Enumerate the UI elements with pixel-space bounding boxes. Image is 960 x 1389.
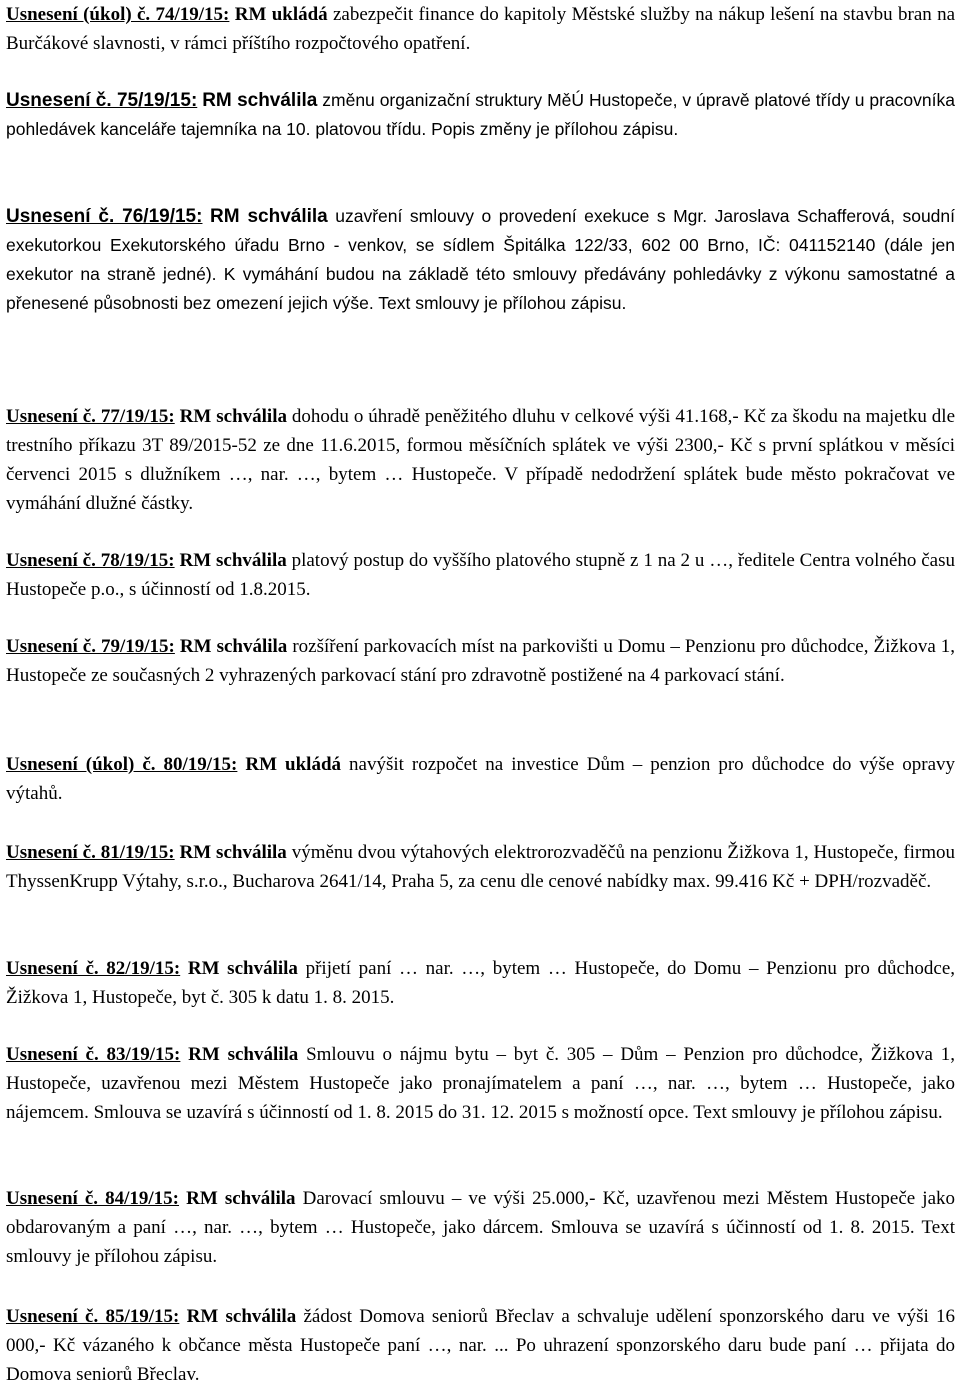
resolution-text: platový postup do vyššího platového stupně z 1 na 2 u …, ředitele Centra volného času Hustopeče p.o., s účinností od 1.8.2015. (6, 550, 956, 600)
resolution-text: uzavření smlouvy o provedení exekuce s Mgr. Jaroslava Schafferová, soudní exekutorkou Exekutorského úřadu Brno - venkov, se sídlem Špitálka 122/33, 602 00 Brno, IČ: 041152140 (dále jen exekutor na straně jedné). K vymáhání budou na základě této smlouvy předávány pohledávky z výkonu samostatné a přenesené působnosti bez omezení jejich výše. Text smlouvy je přílohou zápisu. (6, 206, 956, 313)
resolution-80 (6, 750, 955, 808)
resolution-text: změnu organizační struktury MěÚ Hustopeče, v úpravě platové třídy u pracovníka pohledávek kanceláře tajemníka na 10. platovou třídu. Popis změny je přílohou zápisu. (6, 90, 955, 139)
resolution-action: RM schválila (186, 1188, 296, 1209)
resolution-ref: Usnesení (úkol) č. 80/19/15: (6, 754, 238, 775)
resolution-ref: Usnesení č. 75/19/15: (6, 90, 198, 111)
resolution-74 (6, 0, 955, 58)
resolution-action: RM schválila (186, 1306, 297, 1327)
resolution-action: RM ukládá (245, 754, 342, 775)
resolution-action: RM schválila (179, 550, 287, 571)
resolution-action: RM ukládá (234, 4, 328, 25)
resolution-ref: Usnesení č. 77/19/15: (6, 406, 175, 427)
resolution-action: RM schválila (209, 206, 328, 227)
resolution-text: zabezpečit finance do kapitoly Městské služby na nákup lešení na stavbu bran na Burčákové slavnosti, v rámci příštího rozpočtového opatření. (6, 4, 956, 54)
resolution-action: RM schválila (187, 958, 298, 979)
resolution-action: RM schválila (202, 90, 318, 111)
resolution-81 (6, 838, 955, 896)
resolution-text: výměnu dvou výtahových elektrorozvaděčů na penzionu Žižkova 1, Hustopeče, firmou ThyssenKrupp Výtahy, s.r.o., Bucharova 2641/14, Praha 5, za cenu dle cenové nabídky max. 99.416 Kč + DPH/rozvaděč. (6, 842, 956, 892)
resolution-85 (6, 1302, 955, 1389)
resolution-ref: Usnesení č. 78/19/15: (6, 550, 175, 571)
resolution-action: RM schválila (188, 1044, 299, 1065)
resolution-text: Darovací smlouvu – ve výši 25.000,- Kč, uzavřenou mezi Městem Hustopeče jako obdarovaným a paní …, nar. …, bytem … Hustopeče, jako dárcem. Smlouva se uzavírá s účinností od 1. 8. 2015. Text smlouvy je přílohou zápisu. (6, 1188, 956, 1267)
resolution-77 (6, 402, 955, 518)
resolution-ref: Usnesení (úkol) č. 74/19/15: (6, 4, 230, 25)
resolution-82 (6, 954, 955, 1012)
resolution-78 (6, 546, 955, 604)
resolution-text: žádost Domova seniorů Břeclav a schvaluje udělení sponzorského daru ve výši 16 000,- Kč vázaného k občance města Hustopeče paní …, nar. ... Po uhrazení sponzorského daru bude paní … přijata do Domova seniorů Břeclav. (6, 1306, 956, 1385)
resolution-ref: Usnesení č. 85/19/15: (6, 1306, 180, 1327)
resolution-ref: Usnesení č. 81/19/15: (6, 842, 175, 863)
resolution-action: RM schválila (179, 636, 288, 657)
resolution-ref: Usnesení č. 79/19/15: (6, 636, 175, 657)
resolution-text: rozšíření parkovacích míst na parkovišti u Domu – Penzionu pro důchodce, Žižkova 1, Hustopeče ze současných 2 vyhrazených parkovací stání pro zdravotně postižené na 4 parkovací stání. (6, 636, 956, 686)
resolution-76 (6, 202, 955, 318)
resolution-text: Smlouvu o nájmu bytu – byt č. 305 – Dům – Penzion pro důchodce, Žižkova 1, Hustopeče, uzavřenou mezi Městem Hustopeče jako pronajímatelem a paní …, nar. …, bytem … Hustopeče, jako nájemcem. Smlouva se uzavírá s účinností od 1. 8. 2015 do 31. 12. 2015 s možností opce. Text smlouvy je přílohou zápisu. (6, 1044, 955, 1123)
resolution-83 (6, 1040, 955, 1127)
resolution-action: RM schválila (179, 842, 287, 863)
resolution-ref: Usnesení č. 82/19/15: (6, 958, 181, 979)
resolution-text: navýšit rozpočet na investice Dům – penzion pro důchodce do výše opravy výtahů. (6, 754, 955, 804)
resolution-79 (6, 632, 955, 690)
resolution-75 (6, 86, 955, 144)
resolution-ref: Usnesení č. 84/19/15: (6, 1188, 180, 1209)
resolution-ref: Usnesení č. 76/19/15: (6, 206, 203, 227)
resolution-text: dohodu o úhradě peněžitého dluhu v celkové výši 41.168,- Kč za škodu na majetku dle trestního příkazu 3T 89/2015-52 ze dne 11.6.2015, formou měsíčních splátek ve výši 2300,- Kč s první splátkou v měsíci červenci 2015 s dlužníkem …, nar. …, bytem … Hustopeče. V případě nedodržení splátek bude město pokračovat ve vymáhání dlužné částky. (6, 406, 956, 514)
resolution-84 (6, 1184, 955, 1271)
resolution-action: RM schválila (179, 406, 287, 427)
resolution-text: přijetí paní … nar. …, bytem … Hustopeče, do Domu – Penzionu pro důchodce, Žižkova 1, Hustopeče, byt č. 305 k datu 1. 8. 2015. (6, 958, 956, 1008)
resolution-ref: Usnesení č. 83/19/15: (6, 1044, 181, 1065)
